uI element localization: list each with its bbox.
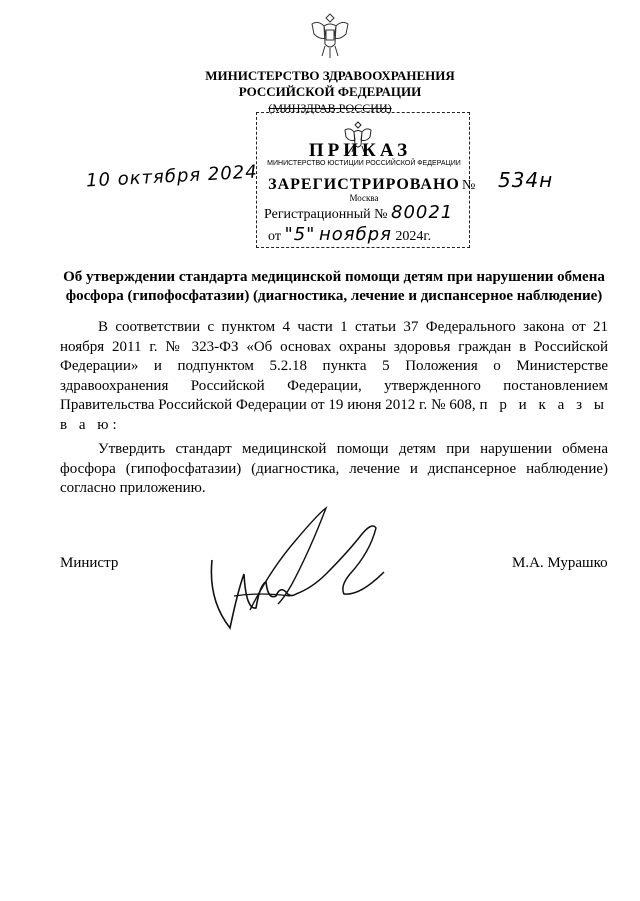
stamp-city: Москва — [349, 193, 379, 203]
registration-date-year: 2024г. — [395, 229, 432, 244]
coat-of-arms-emblem — [308, 10, 352, 60]
ministry-short-name: (МИНЗДРАВ РОССИИ) — [268, 101, 392, 115]
registration-number-label: Регистрационный № — [264, 207, 388, 222]
order-word: п р и к а з ы в а ю: — [60, 397, 608, 433]
order-type-heading: ПРИКАЗ — [308, 140, 412, 161]
registration-date-day: "5" — [284, 224, 316, 245]
signatory-name: М.А. Мурашко — [512, 555, 608, 571]
handwritten-signature — [200, 500, 410, 640]
document-title: Об утверждении стандарта медицинской помощи детям при нарушении обмена фосфора (гипофосфатазии) (диагностика, лечение и диспансерное наблюдение) — [63, 269, 605, 304]
registration-date-month: ноября — [318, 224, 392, 245]
body-paragraph-1-text: В соответствии с пунктом 4 части 1 статьи 37 Федерального закона от 21 ноября 2011 г. № 323-ФЗ «Об основах охраны здоровья граждан в Российской Федерации» и подпунктом 5.2.18 пункта 5 Положения о Министерстве здравоохранения Российской Федерации, утвержденного постановлением Правительства Российской Федерации от 19 июня 2012 г. № 608, — [60, 319, 608, 413]
signatory-position: Министр — [60, 555, 119, 571]
registration-date-prefix: от — [268, 229, 281, 244]
order-number-label: № — [462, 178, 476, 193]
registration-number-value: 80021 — [391, 202, 454, 223]
ministry-name-line2: РОССИЙСКОЙ ФЕДЕРАЦИИ — [238, 84, 422, 99]
order-date: 10 октября 2024 — [85, 161, 259, 192]
stamp-authority: МИНИСТЕРСТВО ЮСТИЦИИ РОССИЙСКОЙ ФЕДЕРАЦИИ — [267, 160, 461, 167]
registration-number-line — [264, 202, 453, 223]
ministry-name-line1: МИНИСТЕРСТВО ЗДРАВООХРАНЕНИЯ — [205, 68, 455, 83]
stamp-status: ЗАРЕГИСТРИРОВАНО — [268, 176, 460, 193]
body-paragraph-2: Утвердить стандарт медицинской помощи детям при нарушении обмена фосфора (гипофосфатазии) (диагностика, лечение и диспансерное наблюдение) согласно приложению. — [60, 441, 608, 496]
registration-date-line — [268, 224, 431, 245]
body-paragraph-1 — [60, 318, 608, 435]
order-number: 534н — [498, 168, 554, 192]
